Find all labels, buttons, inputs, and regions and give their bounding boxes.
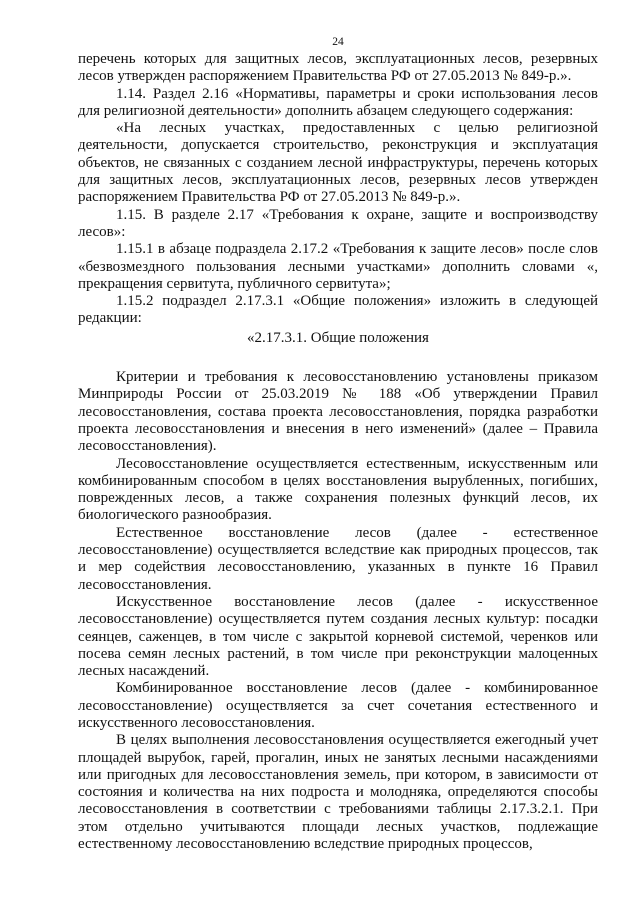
paragraph-item-1-15: 1.15. В разделе 2.17 «Требования к охране, защите и воспроизводству лесов»:: [78, 206, 598, 240]
page-number: 24: [332, 36, 344, 48]
paragraph-natural-reforestation: Естественное восстановление лесов (далее - естественное лесовосстановление) осуществляется вследствие как природных процессов, так и мер содействия лесовосстановлению, указанных в пункте 16 Правил лесовосстановления.: [78, 524, 598, 593]
paragraph-item-1-15-2: 1.15.2 подраздел 2.17.3.1 «Общие положения» изложить в следующей редакции:: [78, 293, 598, 327]
paragraph-criteria: Критерии и требования к лесовосстановлению установлены приказом Минприроды России от 25.03.2019 № 188 «Об утверждении Правил лесовосстановления, состава проекта лесовосстановления, порядка разработки проекта лесовосстановления и внесения в него изменений» (далее – Правила лесовосстановления).: [78, 369, 598, 455]
paragraph-artificial-reforestation: Искусственное восстановление лесов (далее - искусственное лесовосстановление) осуществляется путем создания лесных культур: посадки сеянцев, саженцев, в том числе с закрытой корневой системой, черенков или посева семян лесных растений, в том числе при реконструкции малоценных лесных насаждений.: [78, 593, 598, 680]
blank-line: [78, 347, 598, 369]
section-heading: «2.17.3.1. Общие положения: [247, 329, 429, 346]
document-page: [78, 36, 598, 853]
paragraph-reforestation-methods: Лесовосстановление осуществляется естественным, искусственным или комбинированным способом в целях восстановления вырубленных, погибших, поврежденных лесов, а также сохранения полезных функций лесов, их биологического разнообразия.: [78, 455, 598, 524]
paragraph-continuation: перечень которых для защитных лесов, эксплуатационных лесов, резервных лесов утвержден распоряжением Правительства РФ от 27.05.2013 № 849-р.».: [78, 51, 598, 85]
paragraph-combined-reforestation: Комбинированное восстановление лесов (далее - комбинированное лесовосстановление) осуществляется за счет сочетания естественного и искусственного лесовосстановления.: [78, 680, 598, 731]
paragraph-annual-accounting: В целях выполнения лесовосстановления осуществляется ежегодный учет площадей вырубок, гарей, прогалин, иных не занятых лесными насаждениями или пригодных для лесовосстановления земель, при котором, в зависимости от состояния и количества на них подроста и молодняка, определяются способы лесовосстановления в соответствии с требованиями таблицы 2.17.3.2.1. При этом отдельно учитываются площади лесных участков, подлежащие естественному лесовосстановлению вследствие природных процессов,: [78, 732, 598, 853]
paragraph-item-1-15-1: 1.15.1 в абзаце подраздела 2.17.2 «Требования к защите лесов» после слов «безвозмездного пользования лесными участками» дополнить словами «, прекращения сервитута, публичного сервитута»;: [78, 241, 598, 292]
paragraph-quote-religious: «На лесных участках, предоставленных с целью религиозной деятельности, допускается строительство, реконструкция и эксплуатация объектов, не связанных с созданием лесной инфраструктуры, перечень которых для защитных лесов, эксплуатационных лесов, резервных лесов утвержден распоряжением Правительства РФ от 27.05.2013 № 849-р.».: [78, 120, 598, 206]
paragraph-item-1-14: 1.14. Раздел 2.16 «Нормативы, параметры и сроки использования лесов для религиозной деятельности» дополнить абзацем следующего содержания:: [78, 85, 598, 119]
